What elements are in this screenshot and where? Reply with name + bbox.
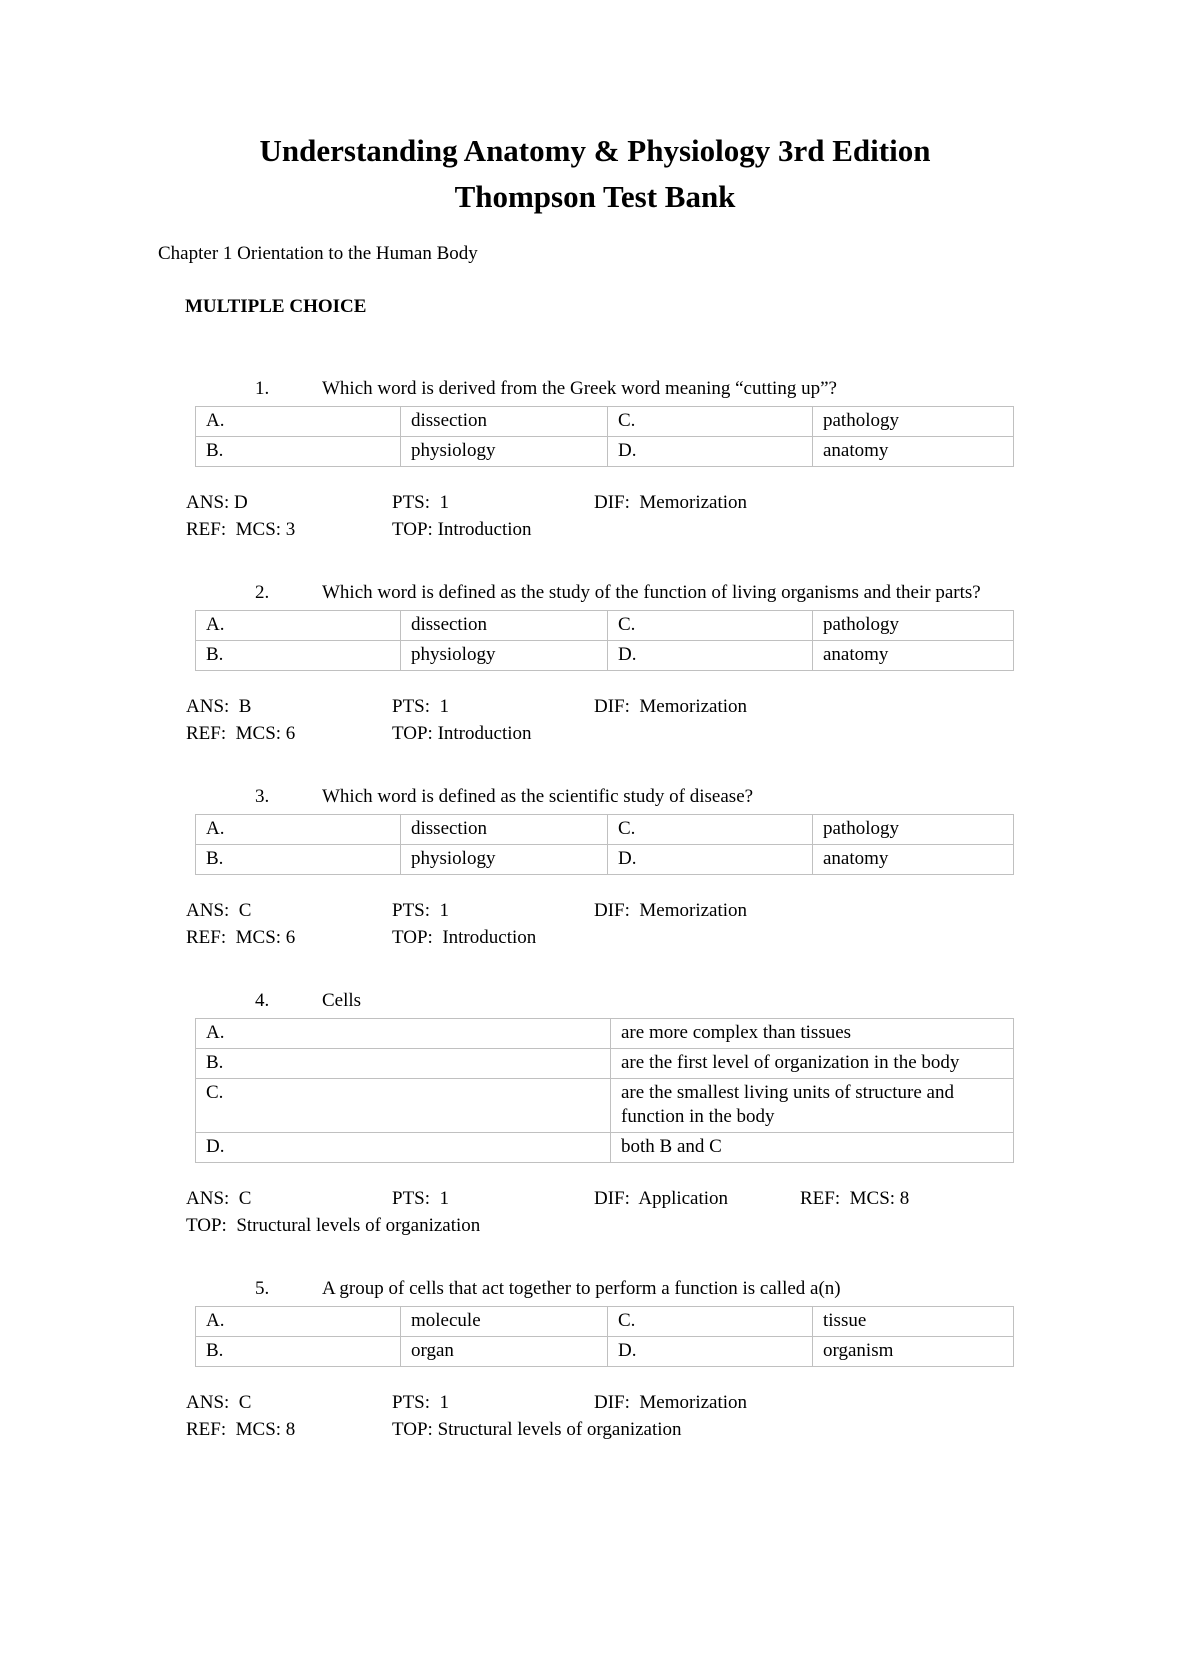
option-label: C. — [608, 1307, 813, 1337]
answer-segment: PTS: 1 — [392, 1188, 450, 1209]
options-row — [196, 611, 1014, 641]
options-table — [195, 406, 1014, 467]
options-row — [196, 845, 1014, 875]
options-table — [195, 1306, 1014, 1367]
option-text: organ — [401, 1337, 608, 1367]
option-label: B. — [196, 641, 401, 671]
option-text: are the first level of organization in the body — [611, 1049, 1014, 1079]
question-5 — [0, 1275, 1190, 1443]
options-table — [195, 1018, 1014, 1163]
question-2 — [0, 579, 1190, 747]
answer-segment: PTS: 1 — [392, 900, 450, 921]
answer-segment: TOP: Structural levels of organization — [392, 1419, 682, 1440]
options-row — [196, 1079, 1014, 1133]
option-label: B. — [196, 845, 401, 875]
answer-segment: DIF: Memorization — [594, 1392, 748, 1413]
option-label: A. — [196, 611, 401, 641]
option-text: molecule — [401, 1307, 608, 1337]
answer-segment: REF: MCS: 8 — [800, 1188, 910, 1209]
question-text: Which word is defined as the scientific study of disease? — [322, 786, 754, 807]
options-row — [196, 407, 1014, 437]
question-number: 2. — [255, 582, 270, 603]
option-text: dissection — [401, 815, 608, 845]
document-title-line2: Thompson Test Bank — [454, 179, 736, 214]
answer-segment: ANS: B — [186, 696, 252, 717]
answer-segment: TOP: Introduction — [392, 519, 532, 540]
document-page — [0, 128, 1190, 1668]
question-line — [186, 375, 1010, 402]
answer-line — [186, 1389, 1190, 1416]
option-text: organism — [813, 1337, 1014, 1367]
question-3 — [0, 783, 1190, 951]
document-title — [0, 128, 1190, 220]
option-label: A. — [196, 1307, 401, 1337]
option-text: pathology — [813, 815, 1014, 845]
answer-segment: REF: MCS: 6 — [186, 723, 296, 744]
question-text: Cells — [322, 990, 362, 1011]
answer-segment: DIF: Application — [594, 1188, 729, 1209]
answer-line — [186, 1185, 1190, 1212]
option-text: are the smallest living units of structure and function in the body — [611, 1079, 1014, 1133]
option-label: A. — [196, 407, 401, 437]
answer-segment: ANS: C — [186, 1392, 252, 1413]
document-title-line1: Understanding Anatomy & Physiology 3rd Edition — [259, 133, 931, 168]
options-table — [195, 610, 1014, 671]
options-row — [196, 815, 1014, 845]
answer-segment: REF: MCS: 3 — [186, 519, 296, 540]
option-label: A. — [196, 815, 401, 845]
option-text: pathology — [813, 407, 1014, 437]
option-label: C. — [608, 611, 813, 641]
answer-segment: DIF: Memorization — [594, 696, 748, 717]
answer-segment: DIF: Memorization — [594, 492, 748, 513]
answer-segment: ANS: C — [186, 900, 252, 921]
question-number: 5. — [255, 1278, 270, 1299]
answer-segment: ANS: C — [186, 1188, 252, 1209]
option-text: tissue — [813, 1307, 1014, 1337]
question-1 — [0, 375, 1190, 543]
answer-line — [186, 693, 1190, 720]
options-row — [196, 1307, 1014, 1337]
option-text: dissection — [401, 407, 608, 437]
answer-line — [186, 489, 1190, 516]
answer-line — [186, 720, 1190, 747]
question-line — [186, 783, 1010, 810]
options-row — [196, 1019, 1014, 1049]
option-label: C. — [196, 1079, 611, 1133]
chapter-heading: Chapter 1 Orientation to the Human Body — [158, 243, 478, 264]
question-text: Which word is derived from the Greek word meaning “cutting up”? — [322, 378, 837, 399]
question-text: Which word is defined as the study of the function of living organisms and their parts? — [322, 582, 981, 603]
option-label: B. — [196, 1049, 611, 1079]
options-row — [196, 437, 1014, 467]
question-line — [186, 1275, 1010, 1302]
options-row — [196, 641, 1014, 671]
question-text: A group of cells that act together to perform a function is called a(n) — [322, 1278, 841, 1299]
answer-segment: TOP: Introduction — [392, 723, 532, 744]
answer-segment: REF: MCS: 8 — [186, 1419, 296, 1440]
options-row — [196, 1133, 1014, 1163]
answer-segment: TOP: Structural levels of organization — [186, 1215, 481, 1236]
question-line — [186, 987, 1010, 1014]
option-label: D. — [608, 1337, 813, 1367]
option-label: B. — [196, 437, 401, 467]
option-label: C. — [608, 407, 813, 437]
option-text: physiology — [401, 437, 608, 467]
option-text: are more complex than tissues — [611, 1019, 1014, 1049]
option-text: dissection — [401, 611, 608, 641]
option-label: A. — [196, 1019, 611, 1049]
answer-line — [186, 897, 1190, 924]
option-label: D. — [196, 1133, 611, 1163]
option-text: anatomy — [813, 845, 1014, 875]
answer-segment: DIF: Memorization — [594, 900, 748, 921]
option-label: D. — [608, 641, 813, 671]
answer-segment: TOP: Introduction — [392, 927, 537, 948]
options-row — [196, 1337, 1014, 1367]
answer-segment: PTS: 1 — [392, 1392, 450, 1413]
options-row — [196, 1049, 1014, 1079]
answer-segment: PTS: 1 — [392, 492, 450, 513]
section-heading: MULTIPLE CHOICE — [185, 296, 367, 317]
option-label: C. — [608, 815, 813, 845]
question-4 — [0, 987, 1190, 1239]
option-label: D. — [608, 845, 813, 875]
answer-line — [186, 1416, 1190, 1443]
question-number: 4. — [255, 990, 270, 1011]
answer-line — [186, 924, 1190, 951]
answer-line — [186, 1212, 1190, 1239]
option-text: anatomy — [813, 437, 1014, 467]
question-number: 1. — [255, 378, 270, 399]
answer-segment: REF: MCS: 6 — [186, 927, 296, 948]
option-label: D. — [608, 437, 813, 467]
answer-line — [186, 516, 1190, 543]
option-text: physiology — [401, 845, 608, 875]
option-text: both B and C — [611, 1133, 1014, 1163]
answer-segment: PTS: 1 — [392, 696, 450, 717]
option-text: anatomy — [813, 641, 1014, 671]
option-label: B. — [196, 1337, 401, 1367]
option-text: physiology — [401, 641, 608, 671]
answer-segment: ANS: D — [186, 492, 248, 513]
question-line — [186, 579, 1010, 606]
option-text: pathology — [813, 611, 1014, 641]
options-table — [195, 814, 1014, 875]
question-number: 3. — [255, 786, 270, 807]
